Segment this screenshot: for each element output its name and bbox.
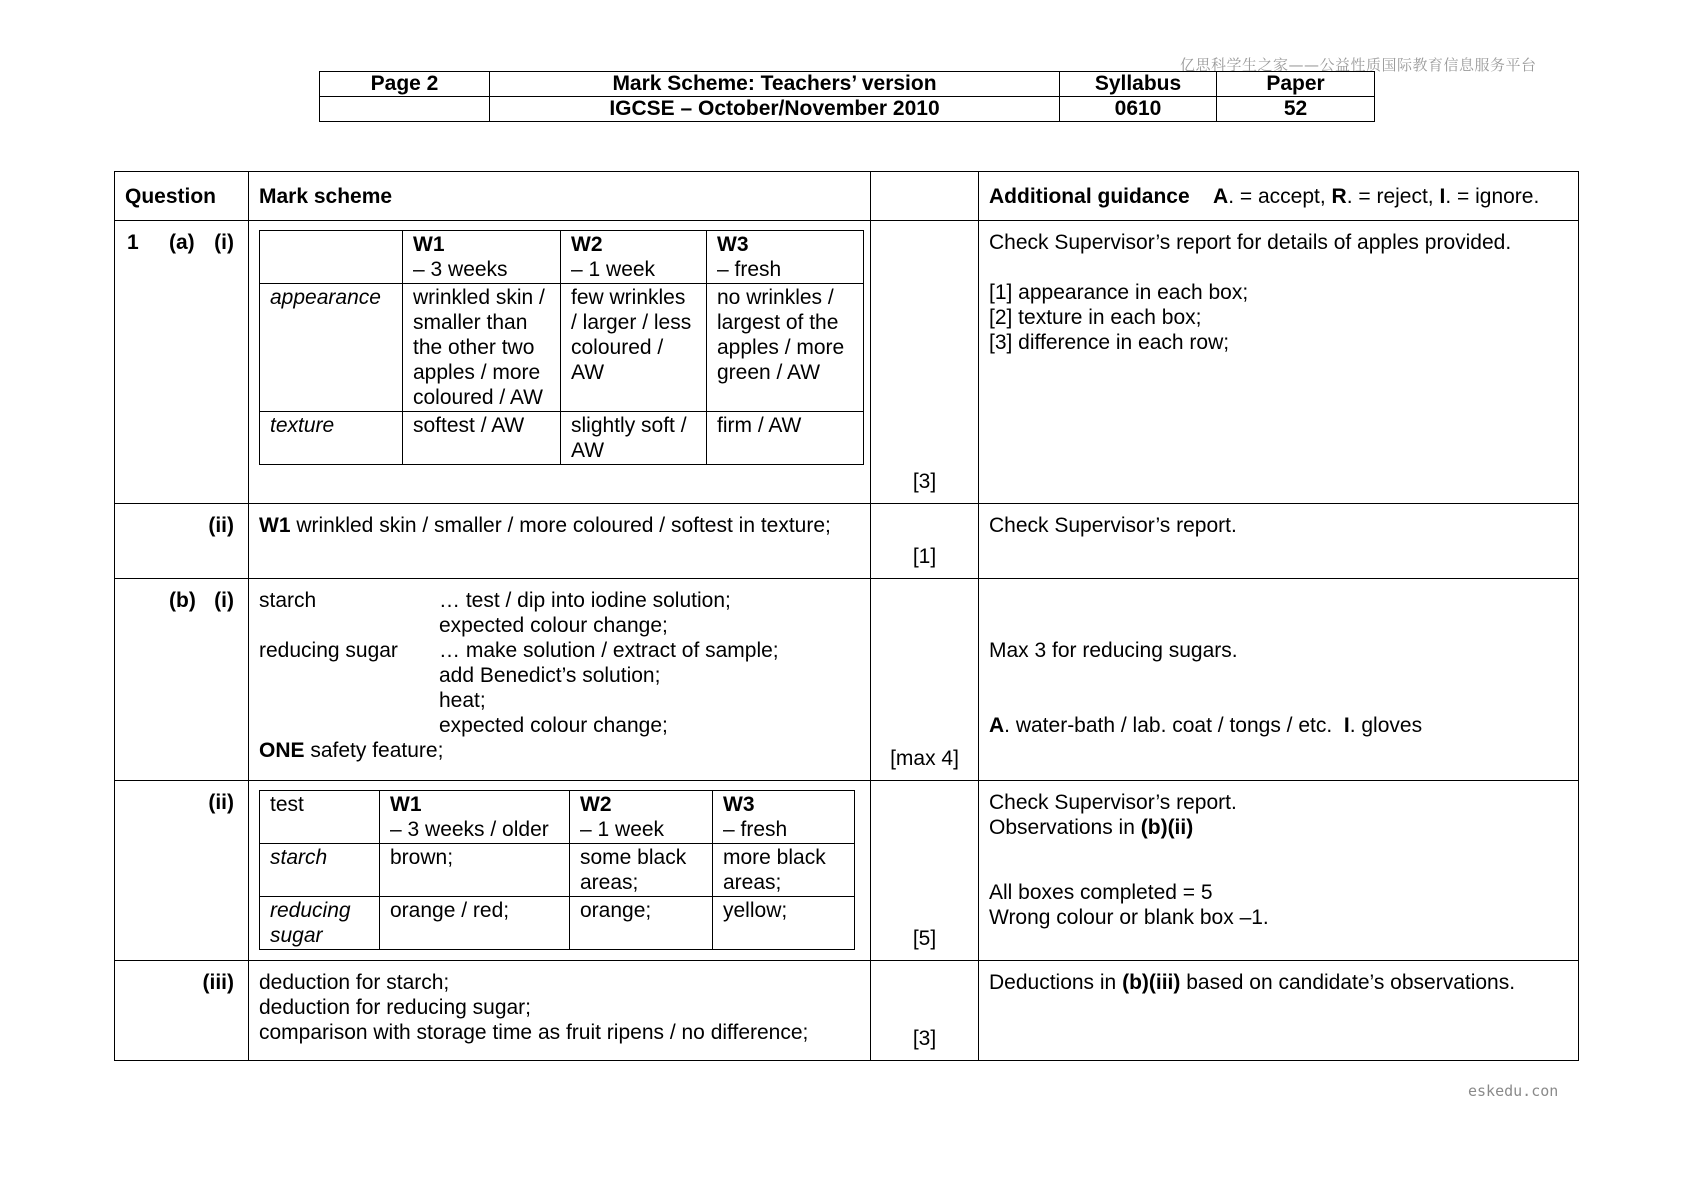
cell-appearance-w1: wrinkled skin / smaller than the other two apples / more coloured / AW xyxy=(403,284,561,412)
cell-sugar-w3: yellow; xyxy=(713,897,855,950)
mark-scheme-1a-i xyxy=(249,221,871,504)
guidance-1a-i xyxy=(979,221,1579,504)
corner-test: test xyxy=(260,791,380,844)
safety-feature: ONE safety feature; xyxy=(259,739,444,762)
guidance-line: Check Supervisor’s report for details of apples provided. xyxy=(989,231,1512,254)
row-1a-ii xyxy=(115,504,1579,579)
q-label-1b-iii: (iii) xyxy=(115,961,249,1061)
guidance-line: [3] difference in each row; xyxy=(989,331,1230,354)
row-label-appearance: appearance xyxy=(260,284,403,412)
cell-texture-w2: slightly soft / AW xyxy=(561,412,707,465)
guidance-1a-ii: Check Supervisor’s report. xyxy=(979,504,1579,579)
header-syllabus-label: Syllabus xyxy=(1060,72,1217,97)
guidance-1b-i: Max 3 for reducing sugars. A. water-bath / lab. coat / tongs / etc. I. gloves xyxy=(979,579,1579,781)
row-1b-iii xyxy=(115,961,1579,1061)
col-guidance xyxy=(979,172,1579,221)
guidance-title: Additional guidance xyxy=(989,184,1190,208)
cell-texture-w3: firm / AW xyxy=(707,412,864,465)
mark-scheme-table xyxy=(114,171,1579,1061)
guidance-key-a: A xyxy=(1213,184,1229,208)
col-marks xyxy=(871,172,979,221)
row-1b-ii xyxy=(115,781,1579,961)
guidance-1b-iii: Deductions in (b)(iii) based on candidate’s observations. xyxy=(979,961,1579,1061)
header-page: Page 2 xyxy=(320,72,490,97)
guidance-key-i-text: . = ignore. xyxy=(1445,184,1540,208)
marks-1b-i: [max 4] xyxy=(871,579,979,781)
cell-appearance-w3: no wrinkles / largest of the apples / more green / AW xyxy=(707,284,864,412)
guidance-key-a-text: . = accept, xyxy=(1228,184,1326,208)
cell-starch-w3: more black areas; xyxy=(713,844,855,897)
header-syllabus: 0610 xyxy=(1060,97,1217,122)
guidance-line: [1] appearance in each box; xyxy=(989,281,1249,304)
mark-scheme-1b-iii: deduction for starch; deduction for reducing sugar; comparison with storage time as fruit ripens / no difference; xyxy=(249,961,871,1061)
cell-appearance-w2: few wrinkles / larger / less coloured / AW xyxy=(561,284,707,412)
guidance-key-r: R xyxy=(1331,184,1347,208)
row-label-reducing-sugar: reducing sugar xyxy=(260,897,380,950)
row-label-texture: texture xyxy=(260,412,403,465)
corner-cell xyxy=(260,231,403,284)
row-1b-i xyxy=(115,579,1579,781)
header-w2: W2 – 1 week xyxy=(570,791,713,844)
row-1a-i xyxy=(115,221,1579,504)
cell-sugar-w2: orange; xyxy=(570,897,713,950)
guidance-line: [2] texture in each box; xyxy=(989,306,1202,329)
header-w3: W3 – fresh xyxy=(713,791,855,844)
cell-starch-w1: brown; xyxy=(380,844,570,897)
header-w1: W1 – 3 weeks xyxy=(403,231,561,284)
col-question: Question xyxy=(115,172,249,221)
q-part: (a) xyxy=(169,231,195,254)
q-label-1b-i: (b) (i) xyxy=(115,579,249,781)
header-w3: W3 – fresh xyxy=(707,231,864,284)
header-w1: W1 – 3 weeks / older xyxy=(380,791,570,844)
mark-scheme-1b-i: starch … test / dip into iodine solution; expected colour change; reducing sugar … make solution / extract of sample; add Benedict’s solution; heat; expected colour change; ONE safety feature; xyxy=(249,579,871,781)
header-paper-label: Paper xyxy=(1217,72,1375,97)
q-label-1a-i xyxy=(115,221,249,504)
watermark-bottom: eskedu.con xyxy=(1468,1082,1559,1100)
marks-1b-ii: [5] xyxy=(871,781,979,961)
q-label-1a-ii: (ii) xyxy=(115,504,249,579)
header-title: Mark Scheme: Teachers’ version xyxy=(490,72,1060,97)
header-exam: IGCSE – October/November 2010 xyxy=(490,97,1060,122)
marks-1a-i: [3] xyxy=(871,221,979,504)
col-mark-scheme: Mark scheme xyxy=(249,172,871,221)
q-subpart: (i) xyxy=(214,231,234,254)
q-number: 1 xyxy=(127,231,139,254)
row-label-starch: starch xyxy=(260,844,380,897)
guidance-1b-ii: Check Supervisor’s report. Observations in (b)(ii) All boxes completed = 5 Wrong colour or blank box –1. xyxy=(979,781,1579,961)
marks-1b-iii: [3] xyxy=(871,961,979,1061)
header-paper: 52 xyxy=(1217,97,1375,122)
apple-observation-table xyxy=(259,230,864,465)
food-test-table xyxy=(259,790,855,950)
cell-texture-w1: softest / AW xyxy=(403,412,561,465)
starch-label: starch xyxy=(259,589,317,612)
cell-sugar-w1: orange / red; xyxy=(380,897,570,950)
marks-1a-ii: [1] xyxy=(871,504,979,579)
header-empty xyxy=(320,97,490,122)
guidance-key-r-text: . = reject, xyxy=(1346,184,1434,208)
mark-scheme-1b-ii xyxy=(249,781,871,961)
cell-starch-w2: some black areas; xyxy=(570,844,713,897)
header-w2: W2 – 1 week xyxy=(561,231,707,284)
watermark-top: 亿思科学生之家——公益性质国际教育信息服务平台 xyxy=(1180,56,1537,74)
header-table xyxy=(319,71,1375,122)
mark-scheme-1a-ii: W1 wrinkled skin / smaller / more coloured / softest in texture; xyxy=(249,504,871,579)
q-label-1b-ii: (ii) xyxy=(115,781,249,961)
guidance-key-i: I xyxy=(1439,184,1446,208)
reducing-sugar-label: reducing sugar xyxy=(259,639,398,662)
